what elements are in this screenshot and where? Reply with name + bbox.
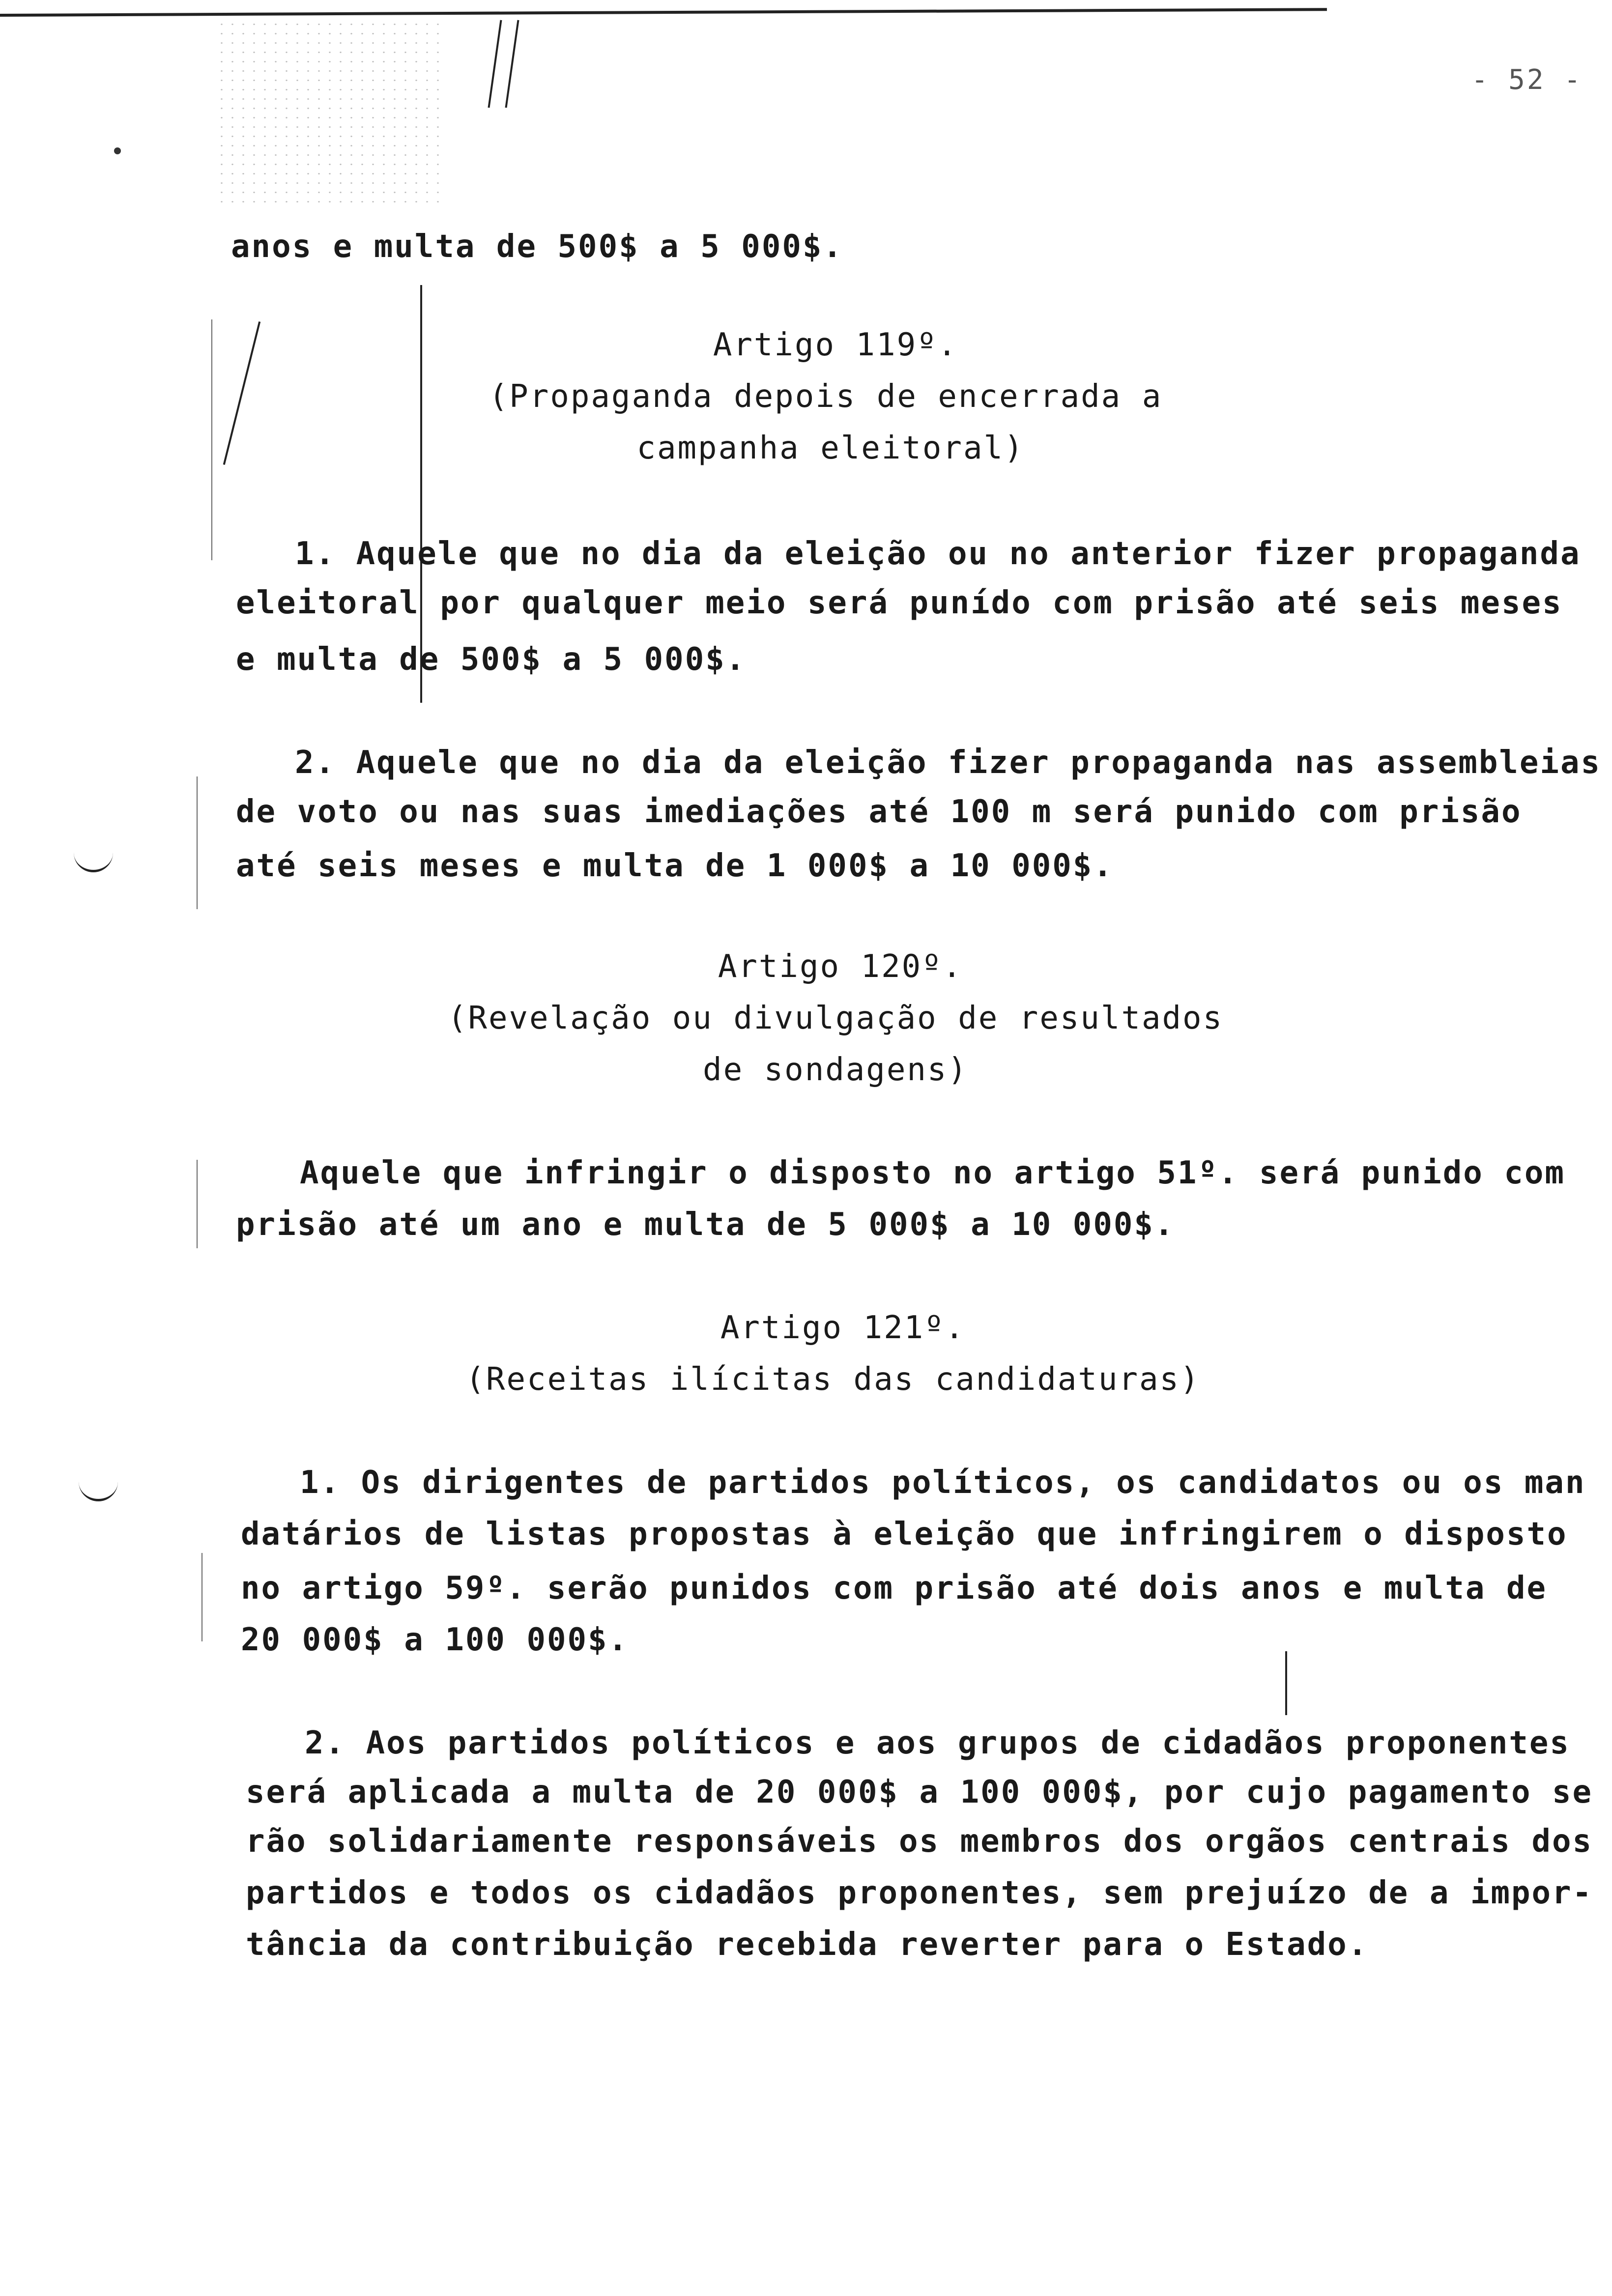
- text-line: será aplicada a multa de 20 000$ a 100 000$, por cujo pagamento se: [246, 1774, 1593, 1810]
- text-line: prisão até um ano e multa de 5 000$ a 10 000$.: [236, 1206, 1175, 1243]
- text-line: tância da contribuição recebida reverter para o Estado.: [246, 1926, 1369, 1963]
- text-line: partidos e todos os cidadãos proponentes, sem prejuízo de a impor-: [246, 1875, 1593, 1911]
- scan-noise: [216, 20, 442, 206]
- margin-mark: [197, 776, 198, 909]
- margin-mark: [79, 1479, 118, 1501]
- text-line: no artigo 59º. serão punidos com prisão até dois anos e multa de: [241, 1570, 1547, 1607]
- text-line: 1. Aquele que no dia da eleição ou no anterior fizer propaganda: [295, 536, 1581, 572]
- margin-mark: [74, 850, 113, 872]
- article-subtitle: (Receitas ilícitas das candidaturas): [465, 1361, 1201, 1398]
- article-title: Artigo 119º.: [713, 327, 958, 363]
- article-subtitle: de sondagens): [703, 1052, 968, 1088]
- text-line: 20 000$ a 100 000$.: [241, 1622, 629, 1658]
- text-line: Aquele que infringir o disposto no artigo 51º. será punido com: [300, 1155, 1565, 1191]
- page-number: - 52 -: [1471, 64, 1583, 96]
- article-subtitle: (Propaganda depois de encerrada a: [489, 378, 1163, 415]
- text-line: anos e multa de 500$ a 5 000$.: [231, 229, 843, 265]
- text-line: 2. Aos partidos políticos e aos grupos de cidadãos proponentes: [305, 1725, 1570, 1761]
- text-line: datários de listas propostas à eleição que infringirem o disposto: [241, 1516, 1568, 1552]
- article-title: Artigo 120º.: [718, 948, 963, 985]
- article-subtitle: (Revelação ou divulgação de resultados: [447, 1000, 1224, 1036]
- handwritten-mark: [505, 20, 519, 108]
- margin-dot: [114, 147, 121, 154]
- handwritten-mark: [1285, 1651, 1287, 1715]
- text-line: e multa de 500$ a 5 000$.: [236, 641, 747, 678]
- article-subtitle: campanha eleitoral): [636, 430, 1025, 466]
- margin-mark: [197, 1160, 198, 1248]
- text-line: 2. Aquele que no dia da eleição fizer propaganda nas assembleias: [295, 745, 1601, 781]
- text-line: de voto ou nas suas imediações até 100 m será punido com prisão: [236, 794, 1522, 830]
- top-rule: [0, 8, 1327, 17]
- handwritten-mark: [488, 20, 502, 108]
- text-line: até seis meses e multa de 1 000$ a 10 000$.: [236, 848, 1114, 884]
- article-title: Artigo 121º.: [720, 1310, 966, 1346]
- text-line: 1. Os dirigentes de partidos políticos, os candidatos ou os man: [300, 1464, 1586, 1501]
- text-line: rão solidariamente responsáveis os membros dos orgãos centrais dos: [246, 1823, 1593, 1860]
- text-line: eleitoral por qualquer meio será punído com prisão até seis meses: [236, 585, 1563, 621]
